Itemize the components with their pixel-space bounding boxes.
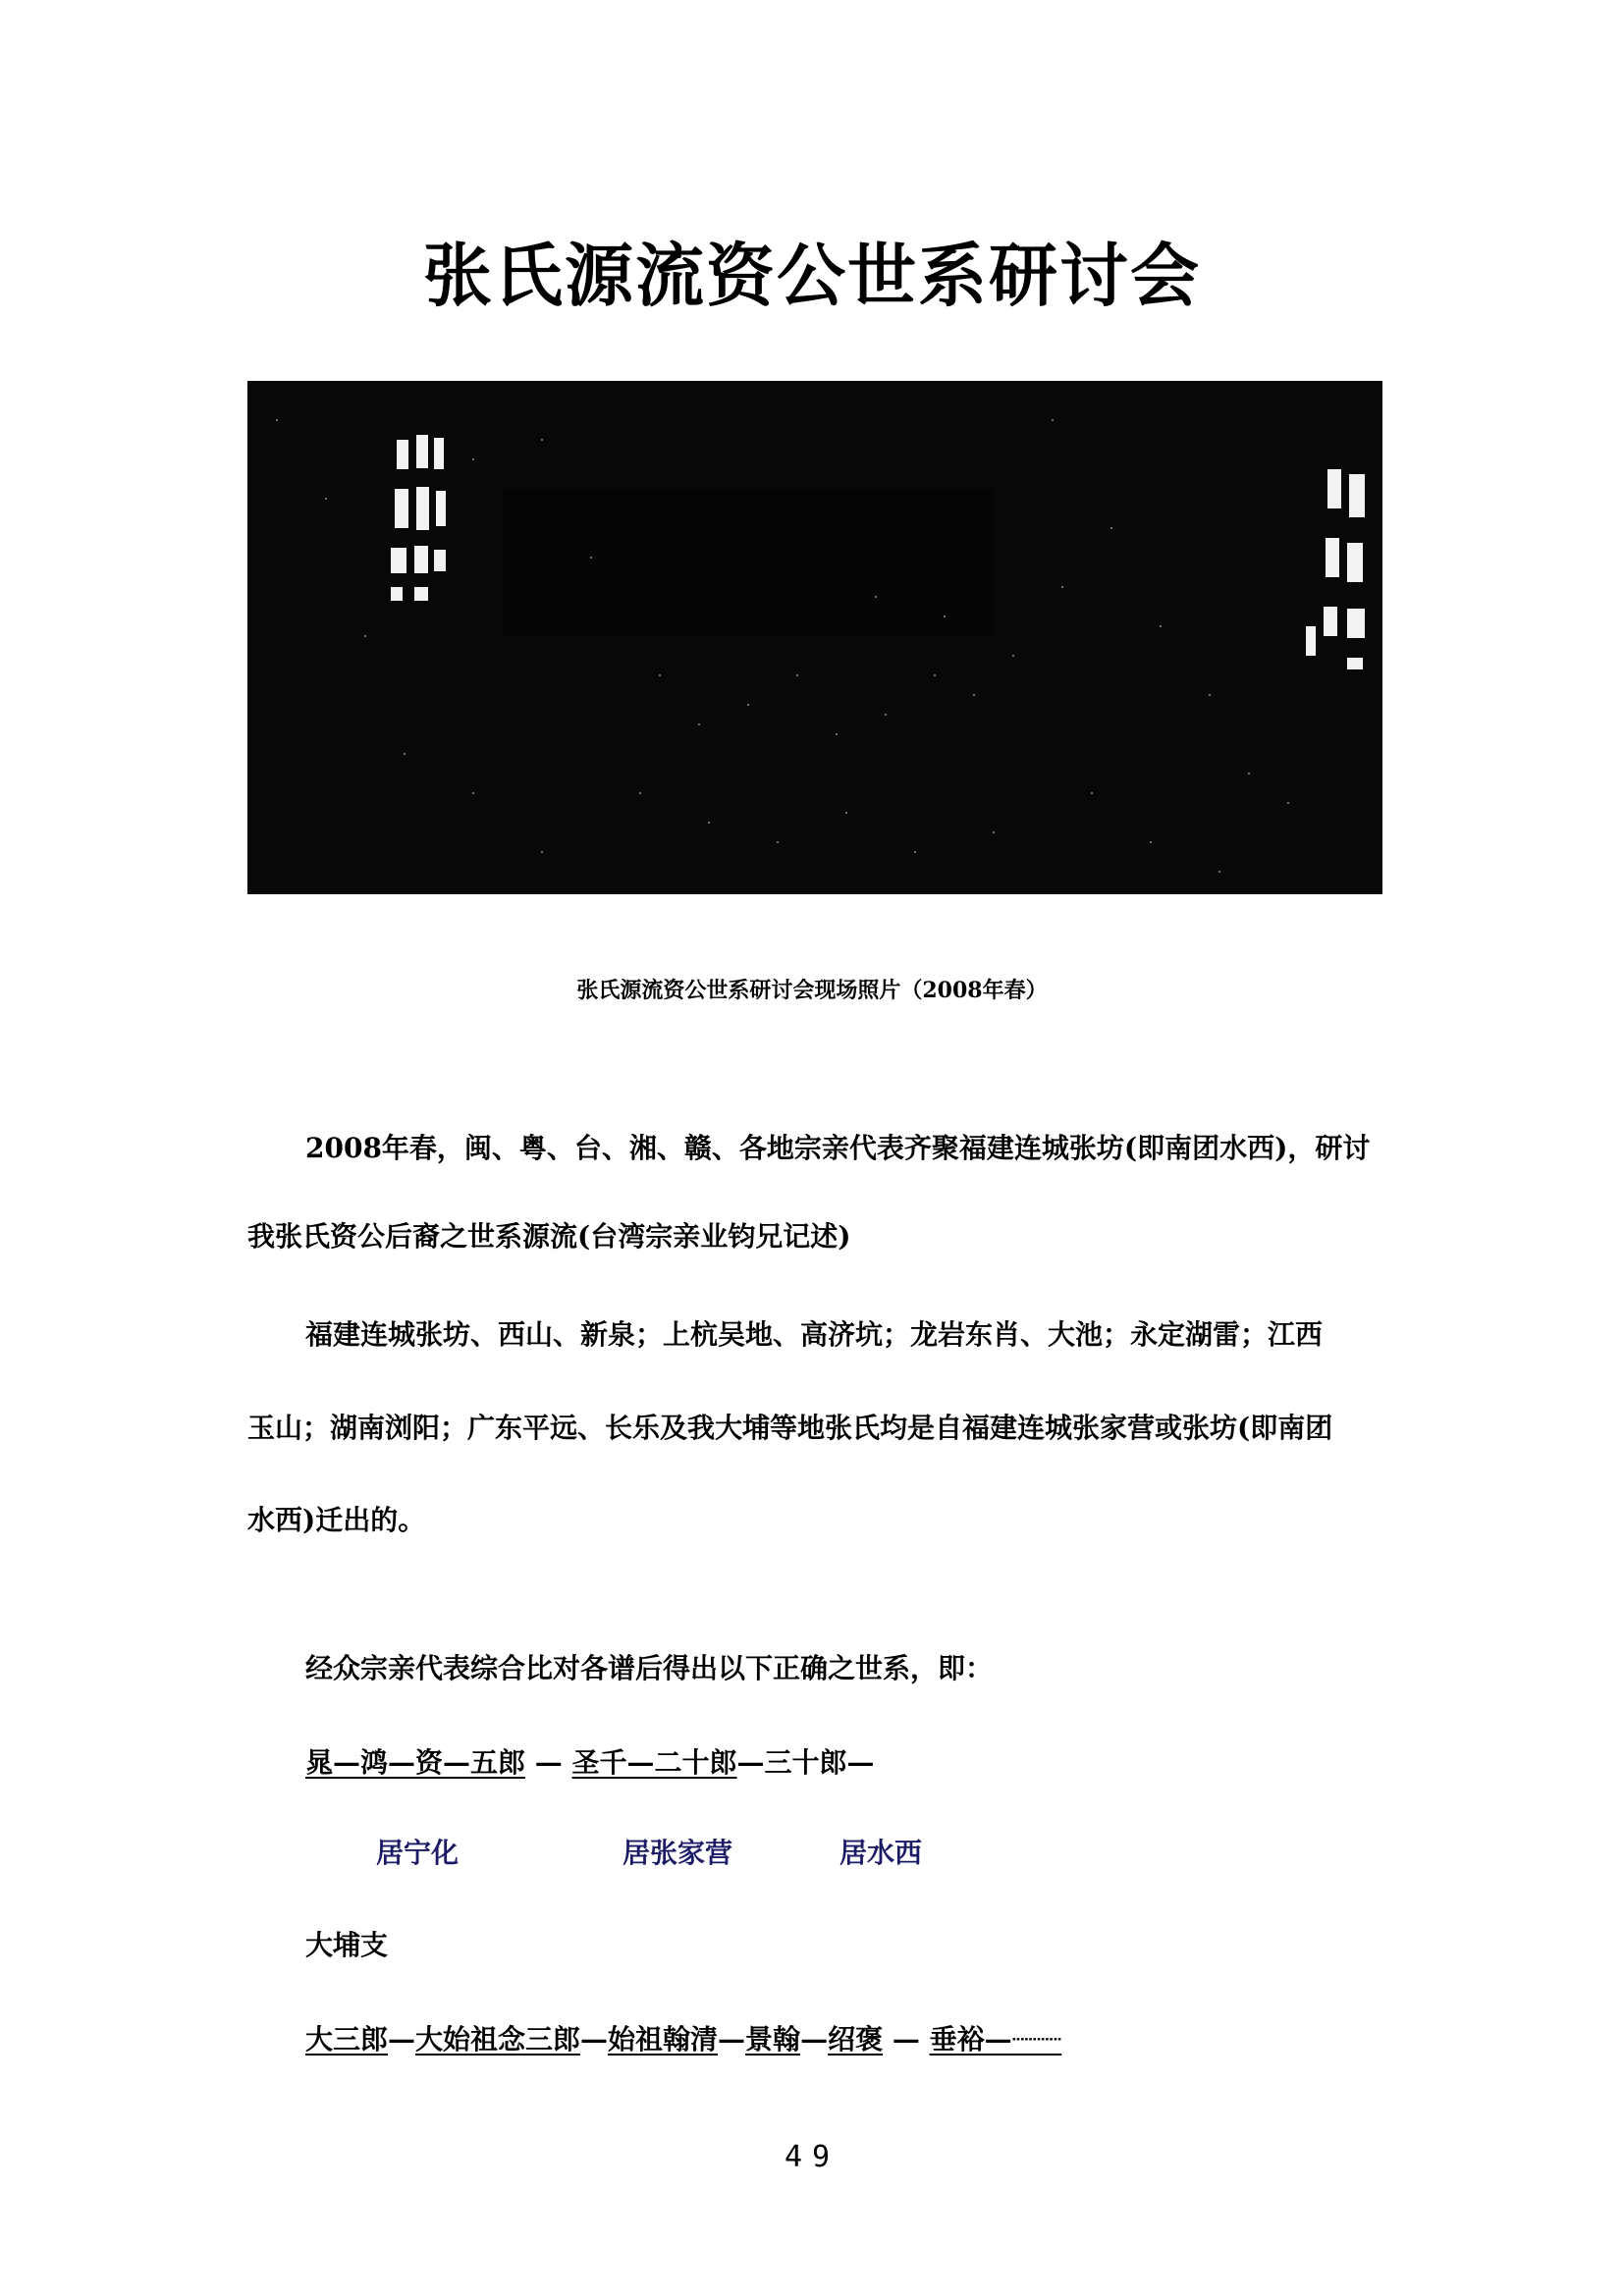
paragraph-2-line-2: 玉山；湖南浏阳；广东平远、长乐及我大埔等地张氏均是自福建连城张家营或张坊(即南团 bbox=[247, 1412, 1333, 1444]
lineage-2-part-i: 绍褒 bbox=[828, 2023, 884, 2056]
lineage-2-part-j: 垂裕—┈┈┈ bbox=[929, 2023, 1062, 2056]
lineage-2-part-e: 始祖翰清 bbox=[608, 2023, 719, 2056]
photo-caption: 张氏源流资公世系研讨会现场照片（2008年春） bbox=[576, 978, 1048, 1003]
paragraph-3: 经众宗亲代表综合比对各谱后得出以下正确之世系，即： bbox=[305, 1652, 994, 1684]
meeting-photo bbox=[247, 381, 1382, 894]
lineage-line-2 bbox=[305, 2018, 1061, 2057]
lineage-2-dash-1: — bbox=[388, 2023, 416, 2056]
page-title: 张氏源流资公世系研讨会 bbox=[423, 235, 1201, 316]
paragraph-1-line-1: 2008年春，闽、粤、台、湘、赣、各地宗亲代表齐聚福建连城张坊(即南团水西)，研讨 bbox=[305, 1132, 1371, 1164]
paragraph-2-line-3: 水西)迁出的。 bbox=[247, 1504, 426, 1536]
lineage-line-1 bbox=[305, 1741, 875, 1781]
paragraph-1-line-2: 我张氏资公后裔之世系源流(台湾宗亲业钧兄记述) bbox=[247, 1220, 851, 1253]
lineage-2-part-c: 大始祖念三郎 bbox=[415, 2023, 581, 2056]
page-number: 49 bbox=[784, 2140, 840, 2174]
photo-image bbox=[247, 381, 1382, 894]
lineage-1-part-c: —三十郎— bbox=[736, 1746, 875, 1779]
lineage-2-dash-2: — bbox=[580, 2023, 609, 2056]
residence-shuixi: 居水西 bbox=[839, 1837, 923, 1869]
lineage-2-part-a: 大三郎 bbox=[305, 2023, 389, 2056]
branch-label: 大埔支 bbox=[305, 1929, 389, 1961]
lineage-2-part-g: 景翰 bbox=[745, 2023, 801, 2056]
lineage-2-dash-3: — bbox=[718, 2023, 746, 2056]
lineage-1-part-a: 晁—鸿—资—五郎 bbox=[305, 1746, 526, 1779]
residence-ninghua: 居宁化 bbox=[376, 1837, 460, 1869]
lineage-1-separator: — bbox=[525, 1746, 572, 1779]
lineage-2-separator: — bbox=[883, 2023, 930, 2056]
lineage-2-dash-4: — bbox=[800, 2023, 829, 2056]
paragraph-2-line-1: 福建连城张坊、西山、新泉；上杭吴地、高济坑；龙岩东肖、大池；永定湖雷；江西 bbox=[305, 1318, 1324, 1351]
residence-zhangjiaying: 居张家营 bbox=[623, 1837, 733, 1869]
lineage-1-part-b: 圣千—二十郎 bbox=[571, 1746, 737, 1779]
